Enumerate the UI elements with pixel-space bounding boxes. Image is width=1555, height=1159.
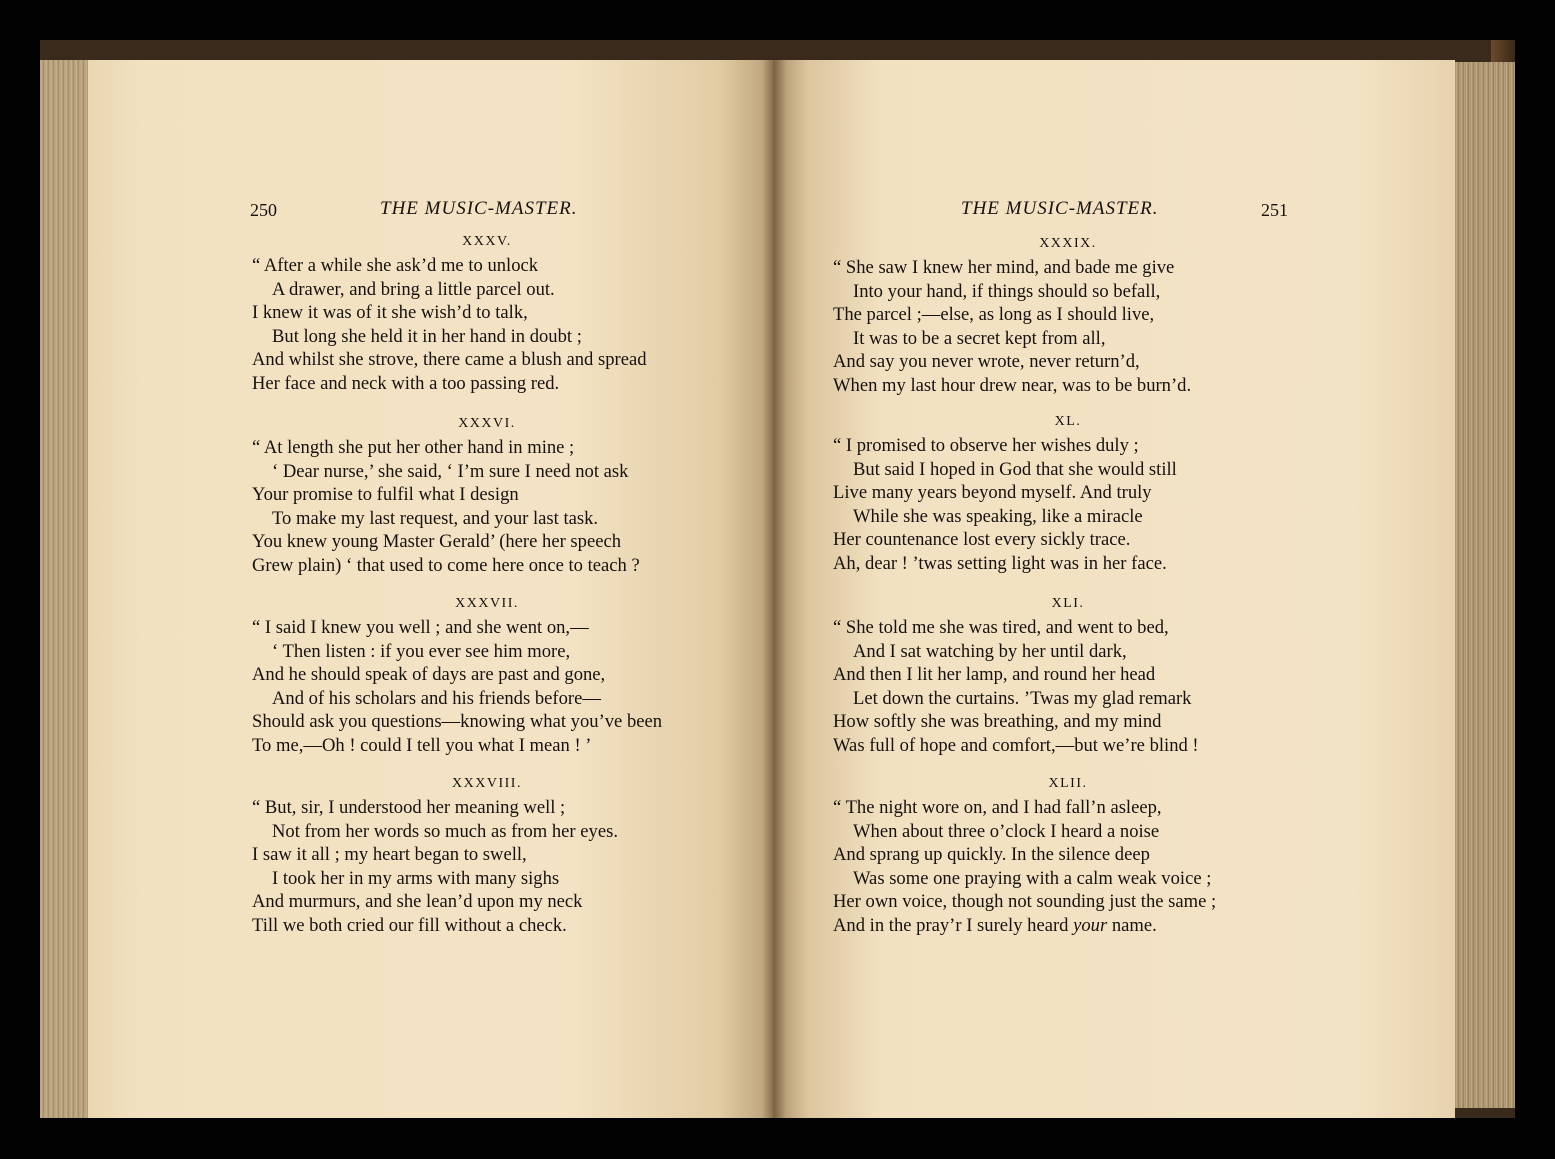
verse-line: Ah, dear ! ’twas setting light was in her face. bbox=[833, 552, 1167, 574]
verse-line: A drawer, and bring a little parcel out. bbox=[272, 278, 555, 300]
verse-line: But said I hoped in God that she would still bbox=[853, 458, 1177, 480]
verse-line: I saw it all ; my heart began to swell, bbox=[252, 844, 527, 865]
verse-line: Into your hand, if things should so befall, bbox=[853, 280, 1161, 302]
open-book bbox=[40, 40, 1515, 1118]
verse-line: “ The night wore on, and I had fall’n asleep, bbox=[833, 797, 1162, 818]
stanza-numeral: XLII. bbox=[1048, 776, 1088, 791]
stanza-numeral: XXXVIII. bbox=[452, 776, 522, 791]
verse-line: To make my last request, and your last task. bbox=[272, 507, 599, 529]
verse-line: Should ask you questions—knowing what you’ve been bbox=[252, 711, 663, 732]
italic-word: your bbox=[1073, 914, 1108, 936]
verse-line: I took her in my arms with many sighs bbox=[272, 867, 560, 889]
verse-line: ‘ Then listen : if you ever see him more, bbox=[272, 640, 571, 662]
page-edges-right bbox=[1455, 62, 1515, 1108]
page-number: 250 bbox=[250, 200, 277, 220]
verse-line bbox=[833, 914, 1303, 938]
verse-line: And whilst she strove, there came a blush and spread bbox=[252, 349, 647, 370]
stanza bbox=[252, 774, 722, 937]
verse-line: ‘ Dear nurse,’ she said, ‘ I’m sure I need not ask bbox=[272, 460, 629, 482]
verse-line: “ At length she put her other hand in mine ; bbox=[252, 437, 575, 458]
verse-line: And murmurs, and she lean’d upon my neck bbox=[252, 891, 583, 912]
verse-line: And say you never wrote, never return’d, bbox=[833, 351, 1140, 372]
verse-line: How softly she was breathing, and my mind bbox=[833, 711, 1162, 732]
verse-line: “ She told me she was tired, and went to bed, bbox=[833, 617, 1169, 638]
verse-line: Her own voice, though not sounding just the same ; bbox=[833, 891, 1217, 912]
verse-line: Was full of hope and comfort,—but we’re blind ! bbox=[833, 734, 1199, 756]
verse-line: And sprang up quickly. In the silence deep bbox=[833, 844, 1150, 865]
verse-line: And I sat watching by her until dark, bbox=[853, 640, 1127, 662]
stanza bbox=[252, 414, 722, 577]
running-head: THE MUSIC-MASTER. bbox=[961, 198, 1159, 219]
verse-line: Your promise to fulfil what I design bbox=[252, 484, 519, 505]
stanza-numeral: XXXV. bbox=[462, 234, 512, 249]
verse-line: Not from her words so much as from her eyes. bbox=[272, 820, 618, 842]
verse-line: “ But, sir, I understood her meaning well ; bbox=[252, 797, 566, 818]
verse-line: It was to be a secret kept from all, bbox=[853, 327, 1106, 349]
verse-line: “ She saw I knew her mind, and bade me give bbox=[833, 257, 1175, 278]
stanza-numeral: XXXIX. bbox=[1039, 236, 1097, 251]
verse-line-tail: name. bbox=[1107, 914, 1157, 936]
verse-line: And he should speak of days are past and gone, bbox=[252, 664, 606, 685]
verse-line: And then I lit her lamp, and round her head bbox=[833, 664, 1156, 685]
verse-line: Her countenance lost every sickly trace. bbox=[833, 529, 1131, 550]
verse-line: “ I promised to observe her wishes duly ; bbox=[833, 435, 1139, 456]
stanza-numeral: XL. bbox=[1054, 414, 1082, 429]
verse-line: When my last hour drew near, was to be burn’d. bbox=[833, 374, 1192, 396]
book-gutter bbox=[762, 60, 786, 1118]
verse-line-text: And in the pray’r I surely heard bbox=[833, 914, 1069, 936]
verse-line: But long she held it in her hand in doubt ; bbox=[272, 325, 582, 347]
verse-line: You knew young Master Gerald’ (here her speech bbox=[252, 531, 622, 552]
page-number: 251 bbox=[1261, 200, 1288, 220]
stanza bbox=[833, 234, 1303, 397]
verse-line: While she was speaking, like a miracle bbox=[853, 505, 1143, 527]
stanza-numeral: XXXVI. bbox=[458, 416, 516, 431]
verse-line: I knew it was of it she wish’d to talk, bbox=[252, 302, 528, 323]
stanza bbox=[252, 594, 722, 757]
running-head: THE MUSIC-MASTER. bbox=[380, 198, 578, 219]
right-page bbox=[773, 60, 1455, 1118]
page-edges-left bbox=[40, 60, 92, 1118]
stanza bbox=[833, 594, 1303, 757]
verse-line: “ After a while she ask’d me to unlock bbox=[252, 255, 539, 276]
stanza bbox=[833, 774, 1303, 937]
verse-line: Till we both cried our fill without a check. bbox=[252, 914, 567, 936]
verse-line: Let down the curtains. ’Twas my glad remark bbox=[853, 687, 1192, 709]
verse-line: The parcel ;—else, as long as I should live, bbox=[833, 304, 1155, 325]
verse-line: “ I said I knew you well ; and she went on,— bbox=[252, 617, 589, 638]
verse-line: And of his scholars and his friends before— bbox=[272, 687, 601, 709]
verse-line: Grew plain) ‘ that used to come here once to teach ? bbox=[252, 554, 640, 576]
stanza bbox=[252, 232, 722, 395]
verse-line: To me,—Oh ! could I tell you what I mean ! ’ bbox=[252, 734, 592, 756]
verse-line: Was some one praying with a calm weak voice ; bbox=[853, 867, 1212, 889]
stanza-numeral: XXXVII. bbox=[455, 596, 519, 611]
verse-line: Her face and neck with a too passing red. bbox=[252, 372, 560, 394]
stanza bbox=[833, 412, 1303, 575]
verse-line: When about three o’clock I heard a noise bbox=[853, 820, 1160, 842]
stanza-numeral: XLI. bbox=[1051, 596, 1085, 611]
left-page bbox=[88, 60, 773, 1118]
verse-line: Live many years beyond myself. And truly bbox=[833, 482, 1152, 503]
